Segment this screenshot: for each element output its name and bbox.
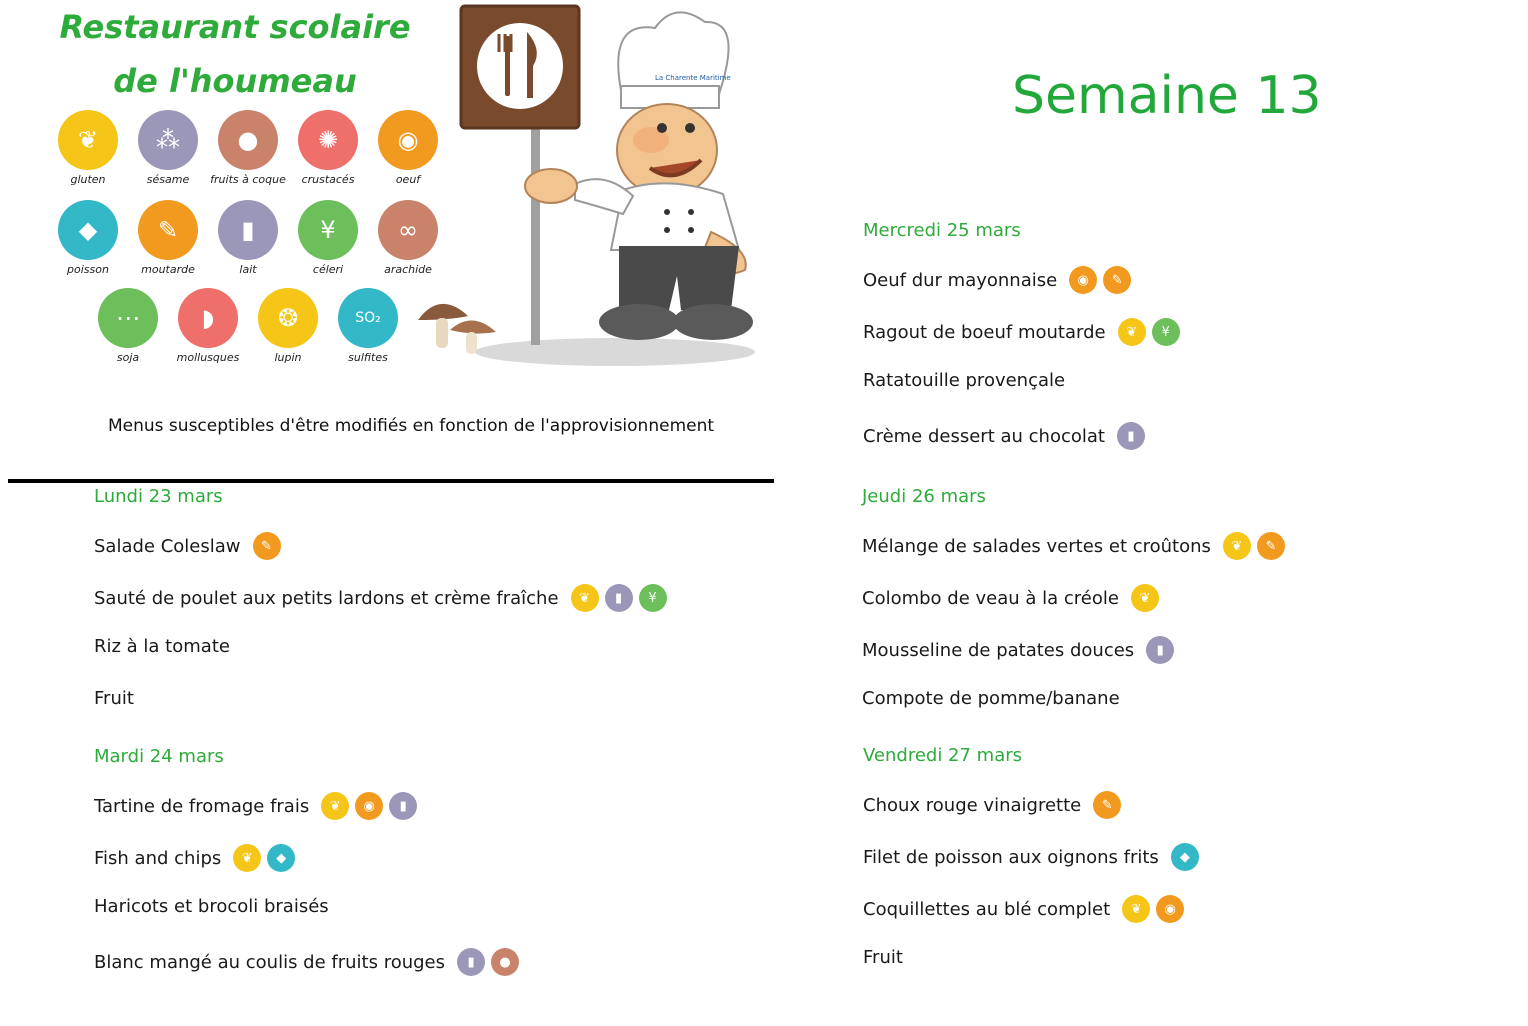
fish-icon: ◆: [267, 844, 295, 872]
dish-item: [862, 688, 1126, 709]
dish-name: Blanc mangé au coulis de fruits rouges: [94, 951, 446, 973]
milk-icon: ▮: [1146, 636, 1174, 664]
allergen-crustaceans: [288, 110, 368, 186]
week-title: Semaine 13: [1012, 66, 1322, 126]
egg-icon: ◉: [1069, 266, 1097, 294]
shell-icon: ◗: [178, 288, 238, 348]
allergen-legend: [48, 110, 448, 380]
dish-name: Haricots et brocoli braisés: [94, 896, 329, 917]
lupin-icon: ❂: [258, 288, 318, 348]
soy-icon: ⋯: [98, 288, 158, 348]
day-title: Mardi 24 mars: [94, 746, 224, 767]
dish-name: Riz à la tomate: [94, 636, 230, 657]
allergen-nuts: [208, 110, 288, 186]
dish-name: Crème dessert au chocolat: [863, 425, 1105, 447]
sesame-icon: ⁂: [138, 110, 198, 170]
dish-name: Fruit: [94, 688, 134, 709]
dish-name: Mélange de salades vertes et croûtons: [862, 535, 1211, 557]
day-title: Jeudi 26 mars: [862, 486, 986, 507]
dish-name: Compote de pomme/banane: [862, 688, 1120, 709]
dish-name: Salade Coleslaw: [94, 535, 241, 557]
dish-item: [94, 636, 236, 657]
wheat-icon: ❦: [1131, 584, 1159, 612]
dish-item: [862, 532, 1285, 560]
day-title: Vendredi 27 mars: [863, 745, 1023, 766]
egg-icon: ◉: [1156, 895, 1184, 923]
allergen-celery: [288, 200, 368, 276]
wheat-icon: ❦: [233, 844, 261, 872]
dish-item: [94, 584, 667, 612]
allergen-peanut: [368, 200, 448, 276]
dish-name: Ragout de boeuf moutarde: [863, 321, 1106, 343]
allergen-soy: [88, 288, 168, 364]
egg-icon: ◉: [355, 792, 383, 820]
dish-item: [863, 318, 1180, 346]
egg-icon: ◉: [378, 110, 438, 170]
dish-name: Choux rouge vinaigrette: [863, 794, 1082, 816]
allergen-molluscs: [168, 288, 248, 364]
mustard-icon: ✎: [1257, 532, 1285, 560]
dish-name: Colombo de veau à la créole: [862, 587, 1119, 609]
wheat-icon: ❦: [1223, 532, 1251, 560]
milk-icon: ▮: [457, 948, 485, 976]
celery-icon: ¥: [1152, 318, 1180, 346]
dish-item: [863, 947, 909, 968]
milk-icon: ▮: [218, 200, 278, 260]
dish-item: [863, 370, 1071, 391]
allergen-sulphites: [328, 288, 408, 364]
allergen-label: céleri: [312, 263, 344, 276]
allergen-fish: [48, 200, 128, 276]
allergen-label: sésame: [146, 173, 190, 186]
dish-name: Tartine de fromage frais: [94, 795, 310, 817]
dish-item: [863, 266, 1131, 294]
allergen-label: gluten: [70, 173, 106, 186]
dish-item: [862, 584, 1159, 612]
allergen-label: sulfites: [348, 351, 388, 364]
allergen-label: oeuf: [395, 173, 421, 186]
day-title: Lundi 23 mars: [94, 486, 223, 507]
dish-item: [94, 532, 281, 560]
dish-item: [94, 896, 335, 917]
allergen-label: fruits à coque: [210, 173, 286, 186]
milk-icon: ▮: [389, 792, 417, 820]
dish-name: Mousseline de patates douces: [862, 639, 1135, 661]
allergen-label: mollusques: [176, 351, 240, 364]
allergen-label: lait: [239, 263, 257, 276]
dish-item: [863, 422, 1145, 450]
wheat-icon: ❦: [571, 584, 599, 612]
hat-logo-text: La Charente Maritime: [655, 74, 731, 82]
mustard-icon: ✎: [1103, 266, 1131, 294]
mustard-icon: ✎: [138, 200, 198, 260]
dish-item: [94, 948, 519, 976]
celery-icon: ¥: [298, 200, 358, 260]
allergen-label: moutarde: [141, 263, 195, 276]
peanut-icon: ∞: [378, 200, 438, 260]
allergen-mustard: [128, 200, 208, 276]
nut-icon: ●: [491, 948, 519, 976]
allergen-gluten: [48, 110, 128, 186]
wheat-icon: ❦: [1118, 318, 1146, 346]
dish-name: Coquillettes au blé complet: [863, 898, 1111, 920]
allergen-sesame: [128, 110, 208, 186]
day-title: Mercredi 25 mars: [863, 220, 1021, 241]
dish-item: [863, 843, 1199, 871]
dish-name: Fruit: [863, 947, 903, 968]
dish-item: [94, 844, 295, 872]
dish-item: [94, 688, 140, 709]
allergen-label: crustacés: [301, 173, 355, 186]
title-line-1: Restaurant scolaire: [59, 8, 411, 46]
fish-icon: ◆: [1171, 843, 1199, 871]
wheat-icon: ❦: [1122, 895, 1150, 923]
crab-icon: ✺: [298, 110, 358, 170]
fish-icon: ◆: [58, 200, 118, 260]
dish-item: [862, 636, 1174, 664]
dish-item: [863, 791, 1121, 819]
dish-name: Filet de poisson aux oignons frits: [863, 846, 1159, 868]
disclaimer-text: Menus susceptibles d'être modifiés en fonction de l'approvisionnement: [108, 416, 715, 436]
chef-illustration: [455, 0, 775, 372]
allergen-label: arachide: [384, 263, 432, 276]
celery-icon: ¥: [639, 584, 667, 612]
dish-item: [863, 895, 1184, 923]
allergen-egg: [368, 110, 448, 186]
allergen-label: poisson: [67, 263, 109, 276]
wheat-icon: ❦: [58, 110, 118, 170]
mustard-icon: ✎: [253, 532, 281, 560]
allergen-lupin: [248, 288, 328, 364]
milk-icon: ▮: [605, 584, 633, 612]
sulphite-icon: SO₂: [338, 288, 398, 348]
allergen-label: soja: [116, 351, 140, 364]
dish-name: Oeuf dur mayonnaise: [863, 269, 1058, 291]
nut-icon: ●: [218, 110, 278, 170]
dish-name: Ratatouille provençale: [863, 370, 1066, 391]
dish-name: Sauté de poulet aux petits lardons et crème fraîche: [94, 587, 559, 609]
allergen-label: lupin: [274, 351, 302, 364]
dish-name: Fish and chips: [94, 847, 222, 869]
allergen-milk: [208, 200, 288, 276]
restaurant-title: [40, 0, 430, 108]
milk-icon: ▮: [1117, 422, 1145, 450]
dish-item: [94, 792, 417, 820]
divider-line: [8, 479, 774, 483]
title-line-2: de l'houmeau: [113, 62, 357, 100]
mustard-icon: ✎: [1093, 791, 1121, 819]
wheat-icon: ❦: [321, 792, 349, 820]
